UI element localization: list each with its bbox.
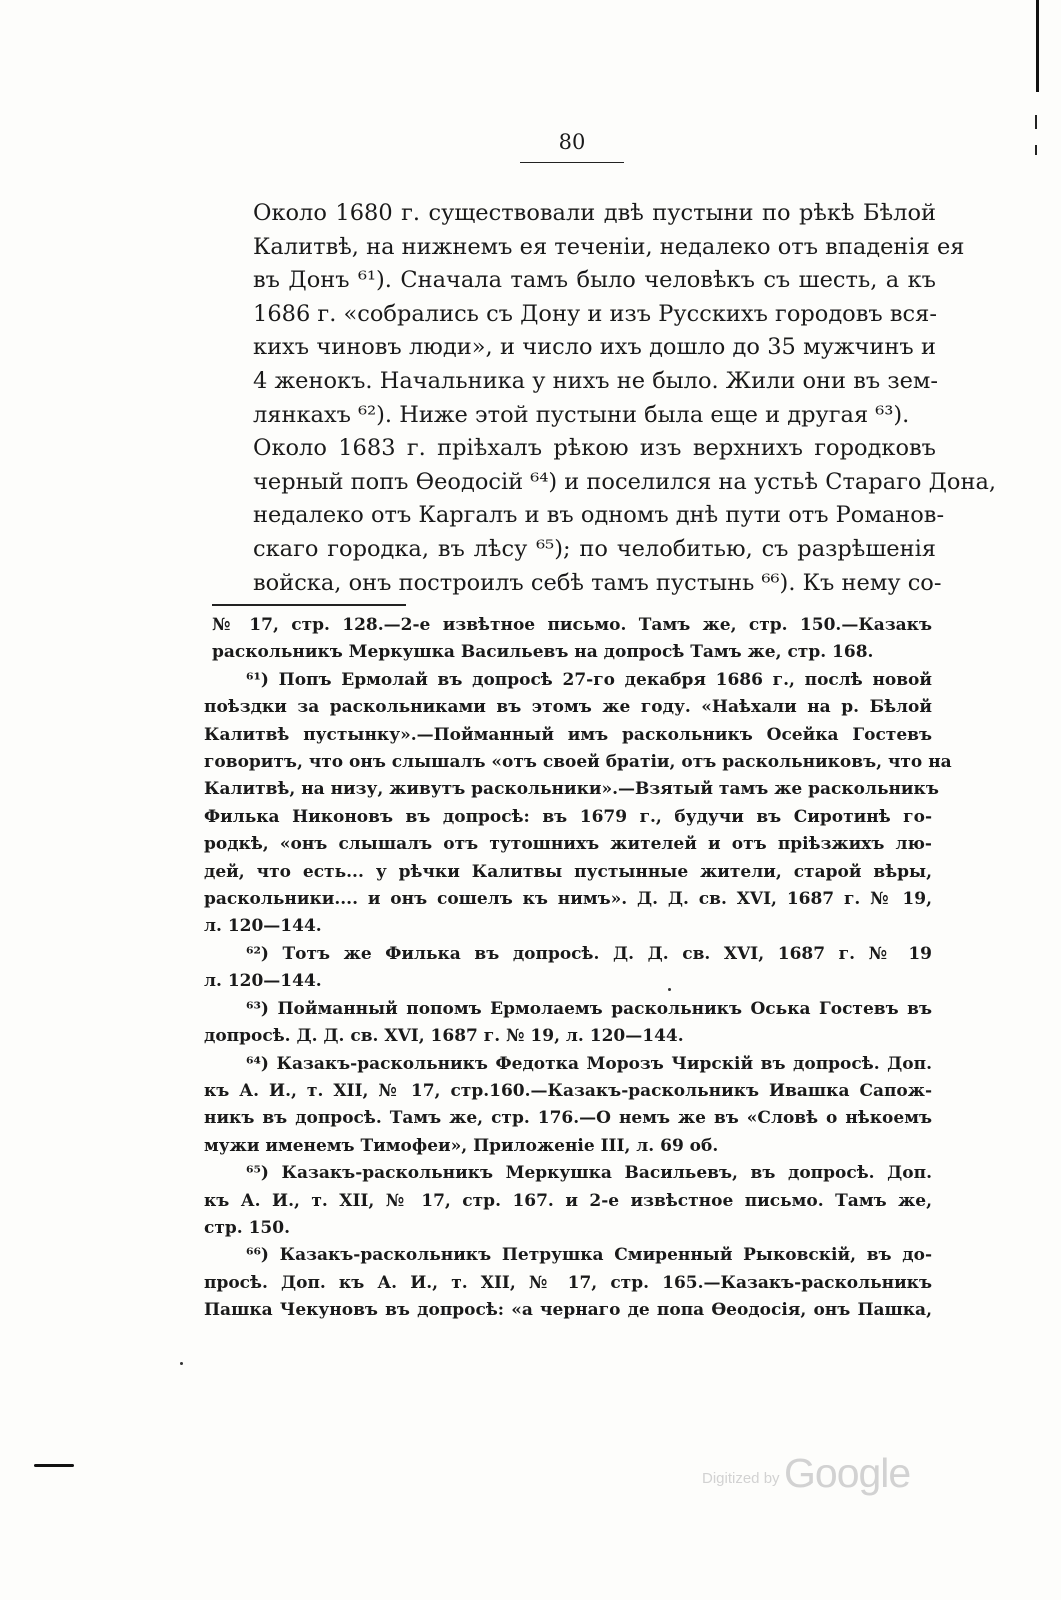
footnote-line: никъ въ допросѣ. Тамъ же, стр. 176.—О немъ же въ «Словѣ о нѣкоемъ: [204, 1108, 932, 1129]
footnote-line: стр. 150.: [204, 1217, 291, 1238]
footnotes: [204, 612, 952, 1325]
text-line: кихъ чиновъ люди», и число ихъ дошло до 35 мужчинъ и: [253, 334, 936, 361]
footnote-line: мужи именемъ Тимофеи», Приложеніе III, л. 69 об.: [204, 1135, 719, 1156]
text-line: 1686 г. «собрались съ Дону и изъ Русскихъ городовъ вся-: [253, 300, 937, 327]
text-line: Около 1683 г. пріѣхалъ рѣкою изъ верхнихъ городковъ: [253, 435, 936, 462]
paragraph-2: [212, 432, 997, 600]
text-line: въ Донъ ⁶¹). Сначала тамъ было человѣкъ съ шесть, а къ: [253, 267, 936, 294]
footnote-66: [204, 1242, 932, 1324]
scan-speck: [668, 988, 671, 991]
footnote-line: раскольники.... и онъ сошелъ къ нимъ». Д. Д. св. XVI, 1687 г. № 19,: [204, 889, 932, 910]
footnote-line: л. 120—144.: [204, 971, 322, 992]
footnote-64: [204, 1051, 932, 1161]
paragraph-1: [212, 197, 965, 432]
footnote-line: Филька Никоновъ въ допросѣ: въ 1679 г., будучи въ Сиротинѣ го-: [204, 806, 932, 827]
footnote-61: [204, 667, 952, 941]
margin-mark: [34, 1464, 74, 1467]
digitized-by-google-watermark: [702, 1450, 910, 1497]
scan-edge-line: [1036, 0, 1039, 92]
footnote-62: [204, 941, 932, 996]
text-line: Около 1680 г. существовали двѣ пустыни по рѣкѣ Бѣлой: [253, 200, 936, 226]
footnote-line: раскольникъ Меркушка Васильевъ на допросѣ Тамъ же, стр. 168.: [212, 642, 874, 663]
text-line: недалеко отъ Каргалъ и въ одномъ днѣ пути отъ Романов-: [253, 502, 945, 529]
page-number: 80: [520, 130, 624, 163]
footnote-line: просѣ. Доп. къ А. И., т. XII, № 17, стр. 165.—Казакъ-раскольникъ: [204, 1272, 932, 1293]
footnote-line: ⁶⁶) Казакъ-раскольникъ Петрушка Смиренный Рыковскій, въ до-: [246, 1245, 932, 1266]
text-line: 4 женокъ. Начальника у нихъ не было. Жили они въ зем-: [253, 367, 939, 394]
footnote-line: Пашка Чекуновъ въ допросѣ: «а чернаго де попа Ѳеодосія, онъ Пашка,: [204, 1300, 932, 1321]
footnote-line: къ А. И., т. XII, № 17, стр. 167. и 2-е извѣстное письмо. Тамъ же,: [204, 1190, 932, 1211]
footnote-line: Калитвѣ пустынку».—Пойманный имъ раскольникъ Осейка Гостевъ: [204, 724, 932, 745]
footnote-line: ⁶⁴) Казакъ-раскольникъ Федотка Морозъ Чирскій въ допросѣ. Доп.: [246, 1053, 932, 1074]
footnote-line: родкѣ, «онъ слышалъ отъ тутошнихъ жителей и отъ пріѣзжихъ лю-: [204, 834, 932, 855]
text-line: Калитвѣ, на нижнемъ ея теченіи, недалеко отъ впаденія ея: [253, 233, 965, 260]
text-line: черный попъ Ѳеодосій ⁶⁴) и поселился на устьѣ Стараго Дона,: [253, 468, 997, 495]
text-line: войска, онъ построилъ себѣ тамъ пустынь ⁶⁶). Къ нему со-: [253, 569, 942, 596]
footnote-line: поѣздки за раскольниками въ этомъ же году. «Наѣхали на р. Бѣлой: [204, 697, 932, 718]
text-line: лянкахъ ⁶²). Ниже этой пустыни была еще и другая ⁶³).: [253, 401, 910, 428]
body-text: [212, 197, 997, 600]
footnote-63: [204, 996, 932, 1051]
google-logo: Google: [784, 1450, 911, 1496]
footnote-line: ⁶¹) Попъ Ермолай въ допросѣ 27-го декабря 1686 г., послѣ новой: [246, 669, 932, 690]
footnote-line: ⁶⁵) Казакъ-раскольникъ Меркушка Васильевъ, въ допросѣ. Доп.: [246, 1163, 932, 1184]
scan-edge-mark: [1035, 115, 1037, 129]
footnote-65: [204, 1160, 932, 1242]
footnote-separator: [212, 604, 406, 606]
scan-edge-mark: [1035, 145, 1037, 155]
footnote-line: л. 120—144.: [204, 916, 322, 937]
watermark-prefix: Digitized by: [702, 1470, 780, 1487]
footnote-line: допросѣ. Д. Д. св. XVI, 1687 г. № 19, л. 120—144.: [204, 1026, 684, 1047]
footnote-line: говоритъ, что онъ слышалъ «отъ своей братіи, отъ раскольниковъ, что на: [204, 752, 952, 773]
text-line: скаго городка, въ лѣсу ⁶⁵); по челобитью, съ разрѣшенія: [253, 535, 936, 562]
footnote-line: № 17, стр. 128.—2-е извѣтное письмо. Тамъ же, стр. 150.—Казакъ: [212, 615, 932, 635]
footnote-continuation: [204, 612, 932, 667]
scan-speck: [180, 1362, 183, 1365]
footnote-line: ⁶²) Тотъ же Филька въ допросѣ. Д. Д. св. XVI, 1687 г. № 19: [246, 943, 932, 964]
footnote-line: дей, что есть... у рѣчки Калитвы пустынные жители, старой вѣры,: [204, 861, 932, 882]
footnote-line: къ А. И., т. XII, № 17, стр.160.—Казакъ-раскольникъ Ивашка Сапож-: [204, 1080, 932, 1101]
footnote-line: Калитвѣ, на низу, живутъ раскольники».—Взятый тамъ же раскольникъ: [204, 779, 939, 800]
footnote-line: ⁶³) Пойманный попомъ Ермолаемъ раскольникъ Оська Гостевъ въ: [246, 998, 932, 1019]
